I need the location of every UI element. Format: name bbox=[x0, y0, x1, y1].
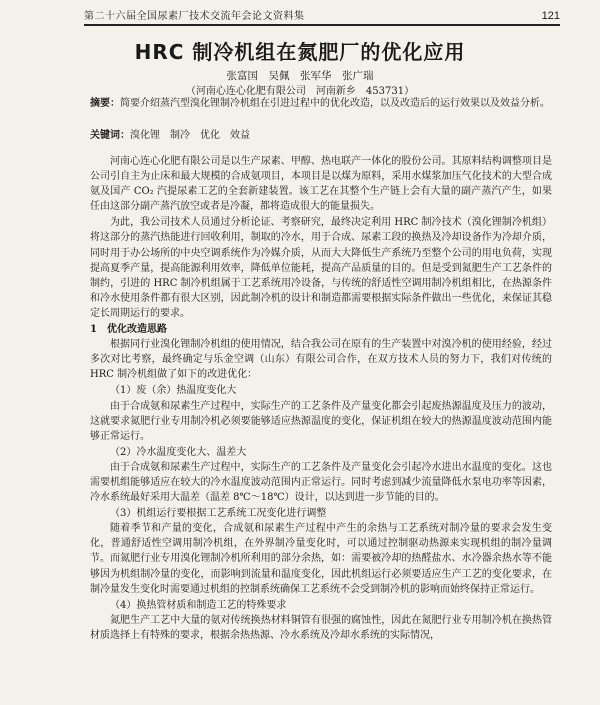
paragraph-intro: 河南心连心化肥有限公司是以生产尿素、甲醇、热电联产一体化的股份公司。其原料结构调整项目是公司引自主为止床和最大规模的合成氨项目，本项目是以煤为原料，采用水煤浆加压气化技术的大型合成氨及国产 CO₂ 汽提尿素工艺的全套新建装置。该工艺在其整个生产链上会有大量的副产蒸汽产生，如果任由这部分副产蒸汽放空或者是冷凝，都将造成很大的能量损失。 bbox=[90, 156, 552, 213]
article-authors: 张富国 吴佩 张军华 张广瑞 bbox=[226, 70, 374, 82]
keywords bbox=[90, 126, 552, 141]
subheading-3: （3）机组运行要根据工艺系统工况变化进行调整 bbox=[110, 508, 327, 520]
running-title: 第二十六届全国尿素厂技术交流年会论文资料集 bbox=[84, 11, 305, 22]
abstract bbox=[90, 96, 552, 111]
subheading-4: （4）换热管材质和制造工艺的特殊要求 bbox=[110, 599, 287, 611]
running-header bbox=[84, 4, 560, 26]
subheading-1: （1）废（余）热温度变化大 bbox=[110, 385, 237, 397]
abstract-text: 简要介绍蒸汽型溴化锂制冷机组在引进过程中的优化改造，以及改造后的运行效果以及效益分析。 bbox=[120, 98, 550, 109]
article-title: HRC 制冷机组在氮肥厂的优化应用 bbox=[134, 40, 466, 64]
page-number: 121 bbox=[541, 10, 560, 22]
paragraph-approach: 根据同行业溴化锂制冷机组的使用情况，结合我公司在原有的生产装置中对溴冷机的使用经验，经过多次对比考察，最终确定与乐金空调（山东）有限公司合作，在双方技术人员的努力下，我们对传统的 HRC 制冷机组做了如下的改进优化： bbox=[90, 339, 552, 381]
abstract-label: 摘要： bbox=[90, 98, 120, 109]
keywords-text: 溴化锂 制冷 优化 效益 bbox=[130, 130, 250, 141]
section-heading: 1 优化改造思路 bbox=[90, 324, 167, 336]
paragraph-heat-source: 由于合成氨和尿素生产过程中，实际生产的工艺条件及产量变化都会引起废热源温度及压力的波动，这就要求氮肥行业专用制冷机必须要能够适应热源温度的变化，保证机组在较大的热源温度波动范围内能够正常运行。 bbox=[90, 400, 552, 442]
subheading-2: （2）冷水温度变化大、温差大 bbox=[110, 446, 247, 458]
paragraph-operation: 随着季节和产量的变化，合成氨和尿素生产过程中产生的余热与工艺系统对制冷量的要求会发生变化，普通舒适性空调用制冷机组，在外界制冷量变化时，可以通过控制驱动热源来实现机组的制冷量调节。而氮肥行业专用溴化锂制冷机所利用的部分余热，如：需要被冷却的热醛盐水、水冷器余热水等不能够因为机组制冷量的变化，而影响到流量和温度变化，因此机组运行必须要适应生产工艺的变化要求，在制冷量发生变化时需要通过机组的控制系统确保工艺系统不会受到制冷机的影响而始终保持正常运行。 bbox=[90, 523, 552, 595]
paragraph-purpose: 为此，我公司技术人员通过分析论证、考察研究，最终决定利用 HRC 制冷技术（溴化锂制冷机组）将这部分的蒸汽热能进行回收利用，制取的冷水，用于合成、尿素工段的换热及冷却设备作为冷却介质，同时用于办公场所的中央空调系统作为冷媒介质，从而大大降低生产系统乃至整个公司的用电负荷，实现提高夏季产量，提高能源利用效率，降低单位能耗，提高产品质量的目的。但是受到氮肥生产工艺条件的制约，引进的 HRC 制冷机组属于工艺系统用冷设备，与传统的舒适性空调用制冷机组相比，在热源条件和冷水使用条件都有很大区别，因此制冷机的设计和制造都需要根据实际条件做出一些优化，来保证其稳定长周期运行的要求。 bbox=[90, 217, 552, 319]
paragraph-materials: 氮肥生产工艺中大量的氨对传统换热材料铜管有很强的腐蚀性，因此在氮肥行业专用制冷机在换热管材质选择上有特殊的要求，根据余热热源、冷水系统及冷却水系统的实际情况， bbox=[90, 614, 552, 641]
paragraph-cold-water: 由于合成氨和尿素生产过程中，实际生产的工艺条件及产量变化会引起冷水进出水温度的变化。这也需要机组能够适应在较大的冷水温度波动范围内正常运行。同时考虑到减少流量降低水泵电功率等因素，冷水系统最好采用大温差（温差 8℃～18℃）设计，以达到进一步节能的目的。 bbox=[90, 461, 552, 504]
keywords-label: 关键词： bbox=[90, 130, 130, 141]
body-text bbox=[90, 154, 552, 644]
article-affiliation: （河南心连心化肥有限公司 河南新乡 453731） bbox=[185, 86, 415, 97]
